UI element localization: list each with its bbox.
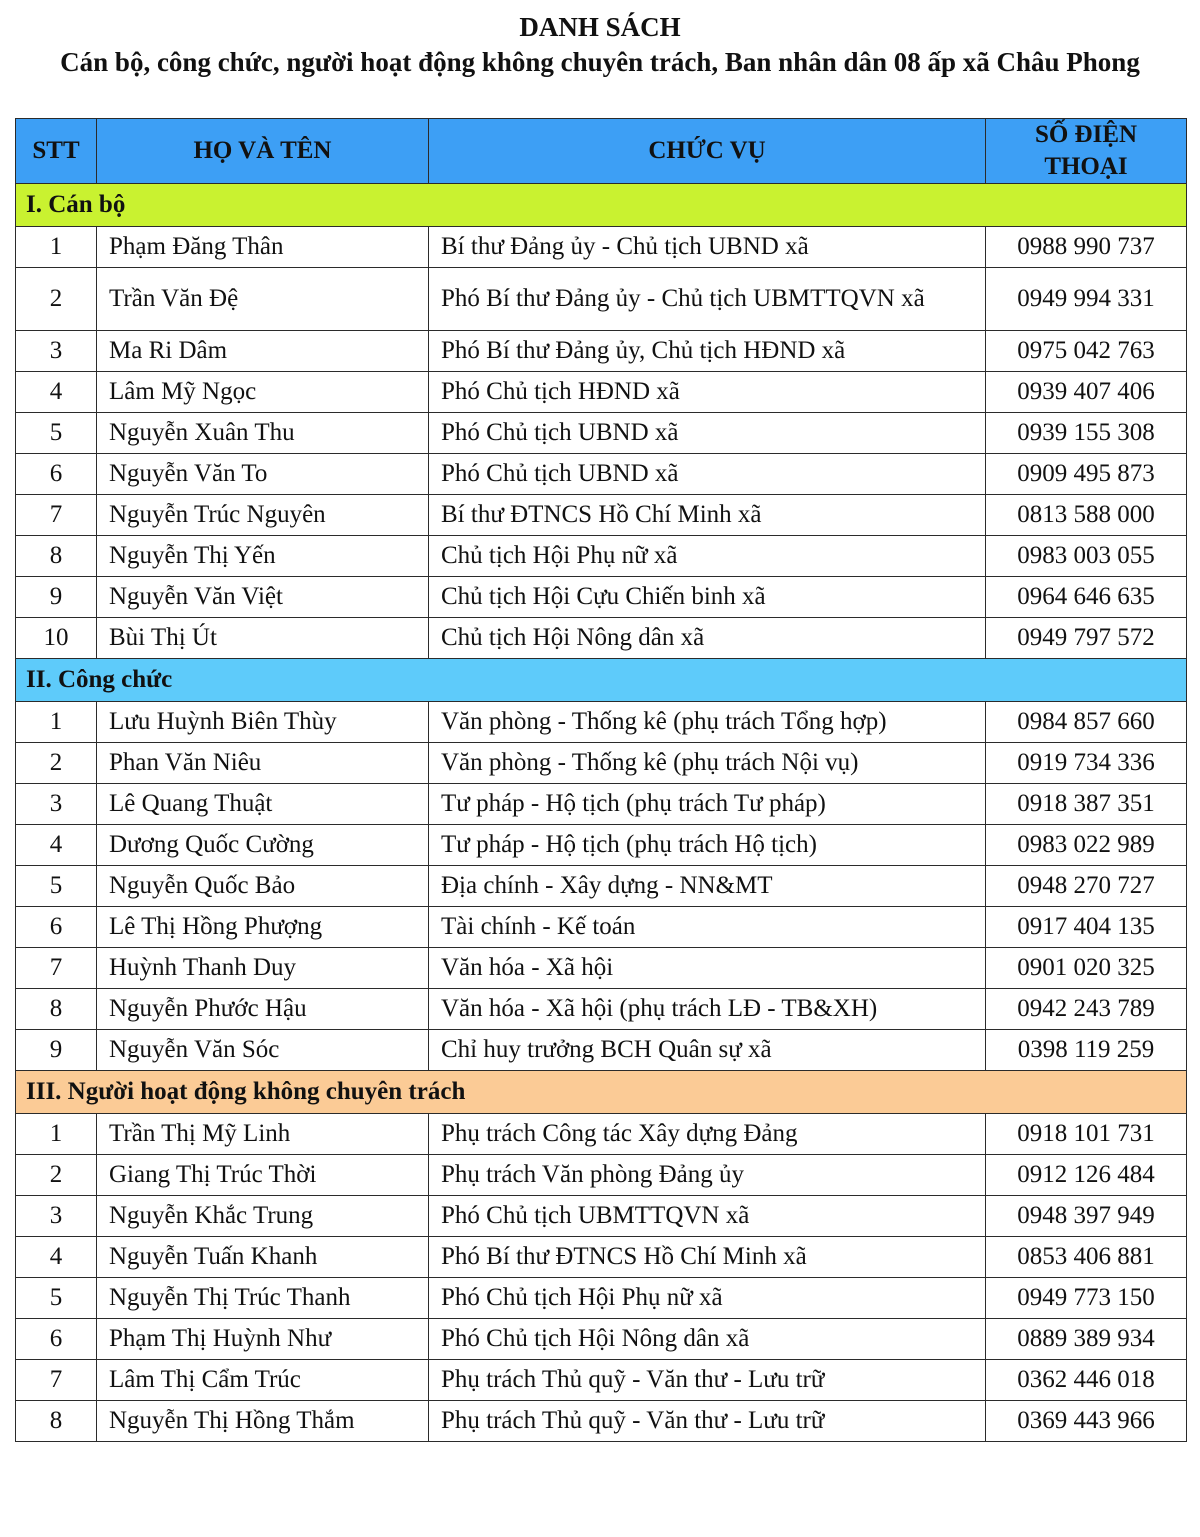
role-cell: Phụ trách Công tác Xây dựng Đảng [429,1114,986,1155]
stt-cell: 4 [16,372,97,413]
stt-cell: 4 [16,825,97,866]
stt-cell: 5 [16,866,97,907]
phone-cell: 0362 446 018 [986,1360,1187,1401]
stt-cell: 9 [16,577,97,618]
table-row [16,702,1187,743]
table-row [16,1401,1187,1442]
document-title: DANH SÁCH [519,12,681,42]
role-cell: Phó Bí thư Đảng ủy, Chủ tịch HĐND xã [429,331,986,372]
phone-cell: 0369 443 966 [986,1401,1187,1442]
phone-cell: 0964 646 635 [986,577,1187,618]
role-cell: Văn hóa - Xã hội (phụ trách LĐ - TB&XH) [429,989,986,1030]
phone-cell: 0939 407 406 [986,372,1187,413]
table-header-row [16,119,1187,184]
table-body [16,184,1187,1442]
phone-cell: 0853 406 881 [986,1237,1187,1278]
stt-cell: 8 [16,989,97,1030]
stt-cell: 1 [16,227,97,268]
role-cell: Phó Chủ tịch HĐND xã [429,372,986,413]
role-cell: Chủ tịch Hội Phụ nữ xã [429,536,986,577]
name-cell: Lê Thị Hồng Phượng [97,907,429,948]
name-cell: Phạm Thị Huỳnh Như [97,1319,429,1360]
role-cell: Tư pháp - Hộ tịch (phụ trách Tư pháp) [429,784,986,825]
role-cell: Phó Chủ tịch UBMTTQVN xã [429,1196,986,1237]
name-cell: Nguyễn Văn To [97,454,429,495]
phone-cell: 0949 994 331 [986,268,1187,331]
phone-cell: 0988 990 737 [986,227,1187,268]
phone-cell: 0918 101 731 [986,1114,1187,1155]
name-cell: Nguyễn Văn Sóc [97,1030,429,1071]
phone-cell: 0984 857 660 [986,702,1187,743]
name-cell: Phan Văn Niêu [97,743,429,784]
header-stt: STT [16,119,97,184]
section-header-row [16,659,1187,702]
phone-cell: 0889 389 934 [986,1319,1187,1360]
table-row [16,413,1187,454]
role-cell: Chỉ huy trưởng BCH Quân sự xã [429,1030,986,1071]
stt-cell: 3 [16,331,97,372]
stt-cell: 2 [16,743,97,784]
section-title: II. Công chức [16,659,1187,702]
phone-cell: 0398 119 259 [986,1030,1187,1071]
name-cell: Nguyễn Thị Trúc Thanh [97,1278,429,1319]
stt-cell: 2 [16,1155,97,1196]
header-phone: SỐ ĐIỆN THOẠI [986,119,1187,184]
role-cell: Phụ trách Thủ quỹ - Văn thư - Lưu trữ [429,1401,986,1442]
name-cell: Dương Quốc Cường [97,825,429,866]
stt-cell: 8 [16,536,97,577]
stt-cell: 3 [16,784,97,825]
stt-cell: 6 [16,454,97,495]
table-row [16,1155,1187,1196]
name-cell: Nguyễn Văn Việt [97,577,429,618]
table-row [16,454,1187,495]
phone-cell: 0975 042 763 [986,331,1187,372]
stt-cell: 7 [16,948,97,989]
stt-cell: 6 [16,1319,97,1360]
header-name: HỌ VÀ TÊN [97,119,429,184]
role-cell: Phó Chủ tịch UBND xã [429,413,986,454]
table-row [16,536,1187,577]
name-cell: Phạm Đăng Thân [97,227,429,268]
table-row [16,268,1187,331]
name-cell: Nguyễn Thị Yến [97,536,429,577]
section-header-row [16,1071,1187,1114]
phone-cell: 0948 397 949 [986,1196,1187,1237]
table-row [16,784,1187,825]
phone-cell: 0949 773 150 [986,1278,1187,1319]
stt-cell: 5 [16,413,97,454]
table-row [16,743,1187,784]
role-cell: Chủ tịch Hội Cựu Chiến binh xã [429,577,986,618]
table-row [16,1196,1187,1237]
name-cell: Ma Ri Dâm [97,331,429,372]
phone-cell: 0813 588 000 [986,495,1187,536]
phone-cell: 0983 003 055 [986,536,1187,577]
table-row [16,1360,1187,1401]
table-row [16,227,1187,268]
phone-cell: 0919 734 336 [986,743,1187,784]
stt-cell: 8 [16,1401,97,1442]
name-cell: Lâm Thị Cẩm Trúc [97,1360,429,1401]
phone-cell: 0912 126 484 [986,1155,1187,1196]
name-cell: Huỳnh Thanh Duy [97,948,429,989]
document-subtitle: Cán bộ, công chức, người hoạt động không chuyên trách, Ban nhân dân 08 ấp xã Châu Phong [60,47,1140,77]
header-role: CHỨC VỤ [429,119,986,184]
table-row [16,331,1187,372]
phone-cell: 0983 022 989 [986,825,1187,866]
table-row [16,866,1187,907]
phone-cell: 0949 797 572 [986,618,1187,659]
stt-cell: 4 [16,1237,97,1278]
role-cell: Phụ trách Văn phòng Đảng ủy [429,1155,986,1196]
section-title: III. Người hoạt động không chuyên trách [16,1071,1187,1114]
name-cell: Lưu Huỳnh Biên Thùy [97,702,429,743]
phone-cell: 0942 243 789 [986,989,1187,1030]
role-cell: Văn phòng - Thống kê (phụ trách Tổng hợp) [429,702,986,743]
stt-cell: 2 [16,268,97,331]
name-cell: Lâm Mỹ Ngọc [97,372,429,413]
phone-cell: 0948 270 727 [986,866,1187,907]
section-title: I. Cán bộ [16,184,1187,227]
role-cell: Bí thư Đảng ủy - Chủ tịch UBND xã [429,227,986,268]
role-cell: Phó Chủ tịch Hội Nông dân xã [429,1319,986,1360]
stt-cell: 1 [16,1114,97,1155]
role-cell: Chủ tịch Hội Nông dân xã [429,618,986,659]
name-cell: Giang Thị Trúc Thời [97,1155,429,1196]
stt-cell: 1 [16,702,97,743]
phone-cell: 0939 155 308 [986,413,1187,454]
name-cell: Nguyễn Phước Hậu [97,989,429,1030]
table-row [16,1278,1187,1319]
role-cell: Bí thư ĐTNCS Hồ Chí Minh xã [429,495,986,536]
role-cell: Phó Chủ tịch UBND xã [429,454,986,495]
phone-cell: 0909 495 873 [986,454,1187,495]
table-row [16,907,1187,948]
table-row [16,1237,1187,1278]
section-header-row [16,184,1187,227]
name-cell: Nguyễn Tuấn Khanh [97,1237,429,1278]
staff-table [15,118,1187,1442]
table-row [16,577,1187,618]
name-cell: Trần Thị Mỹ Linh [97,1114,429,1155]
stt-cell: 3 [16,1196,97,1237]
phone-cell: 0917 404 135 [986,907,1187,948]
table-row [16,1030,1187,1071]
role-cell: Tài chính - Kế toán [429,907,986,948]
name-cell: Nguyễn Xuân Thu [97,413,429,454]
table-row [16,495,1187,536]
phone-cell: 0918 387 351 [986,784,1187,825]
name-cell: Nguyễn Thị Hồng Thắm [97,1401,429,1442]
name-cell: Nguyễn Quốc Bảo [97,866,429,907]
name-cell: Lê Quang Thuật [97,784,429,825]
table-row [16,948,1187,989]
name-cell: Nguyễn Trúc Nguyên [97,495,429,536]
table-row [16,989,1187,1030]
phone-cell: 0901 020 325 [986,948,1187,989]
stt-cell: 9 [16,1030,97,1071]
table-row [16,1114,1187,1155]
stt-cell: 10 [16,618,97,659]
stt-cell: 6 [16,907,97,948]
name-cell: Nguyễn Khắc Trung [97,1196,429,1237]
stt-cell: 7 [16,1360,97,1401]
role-cell: Địa chính - Xây dựng - NN&MT [429,866,986,907]
stt-cell: 7 [16,495,97,536]
role-cell: Tư pháp - Hộ tịch (phụ trách Hộ tịch) [429,825,986,866]
role-cell: Phụ trách Thủ quỹ - Văn thư - Lưu trữ [429,1360,986,1401]
table-row [16,825,1187,866]
role-cell: Phó Chủ tịch Hội Phụ nữ xã [429,1278,986,1319]
stt-cell: 5 [16,1278,97,1319]
role-cell: Văn hóa - Xã hội [429,948,986,989]
role-cell: Phó Bí thư ĐTNCS Hồ Chí Minh xã [429,1237,986,1278]
name-cell: Bùi Thị Út [97,618,429,659]
table-row [16,372,1187,413]
role-cell: Phó Bí thư Đảng ủy - Chủ tịch UBMTTQVN xã [429,268,986,331]
role-cell: Văn phòng - Thống kê (phụ trách Nội vụ) [429,743,986,784]
name-cell: Trần Văn Đệ [97,268,429,331]
table-row [16,1319,1187,1360]
table-row [16,618,1187,659]
